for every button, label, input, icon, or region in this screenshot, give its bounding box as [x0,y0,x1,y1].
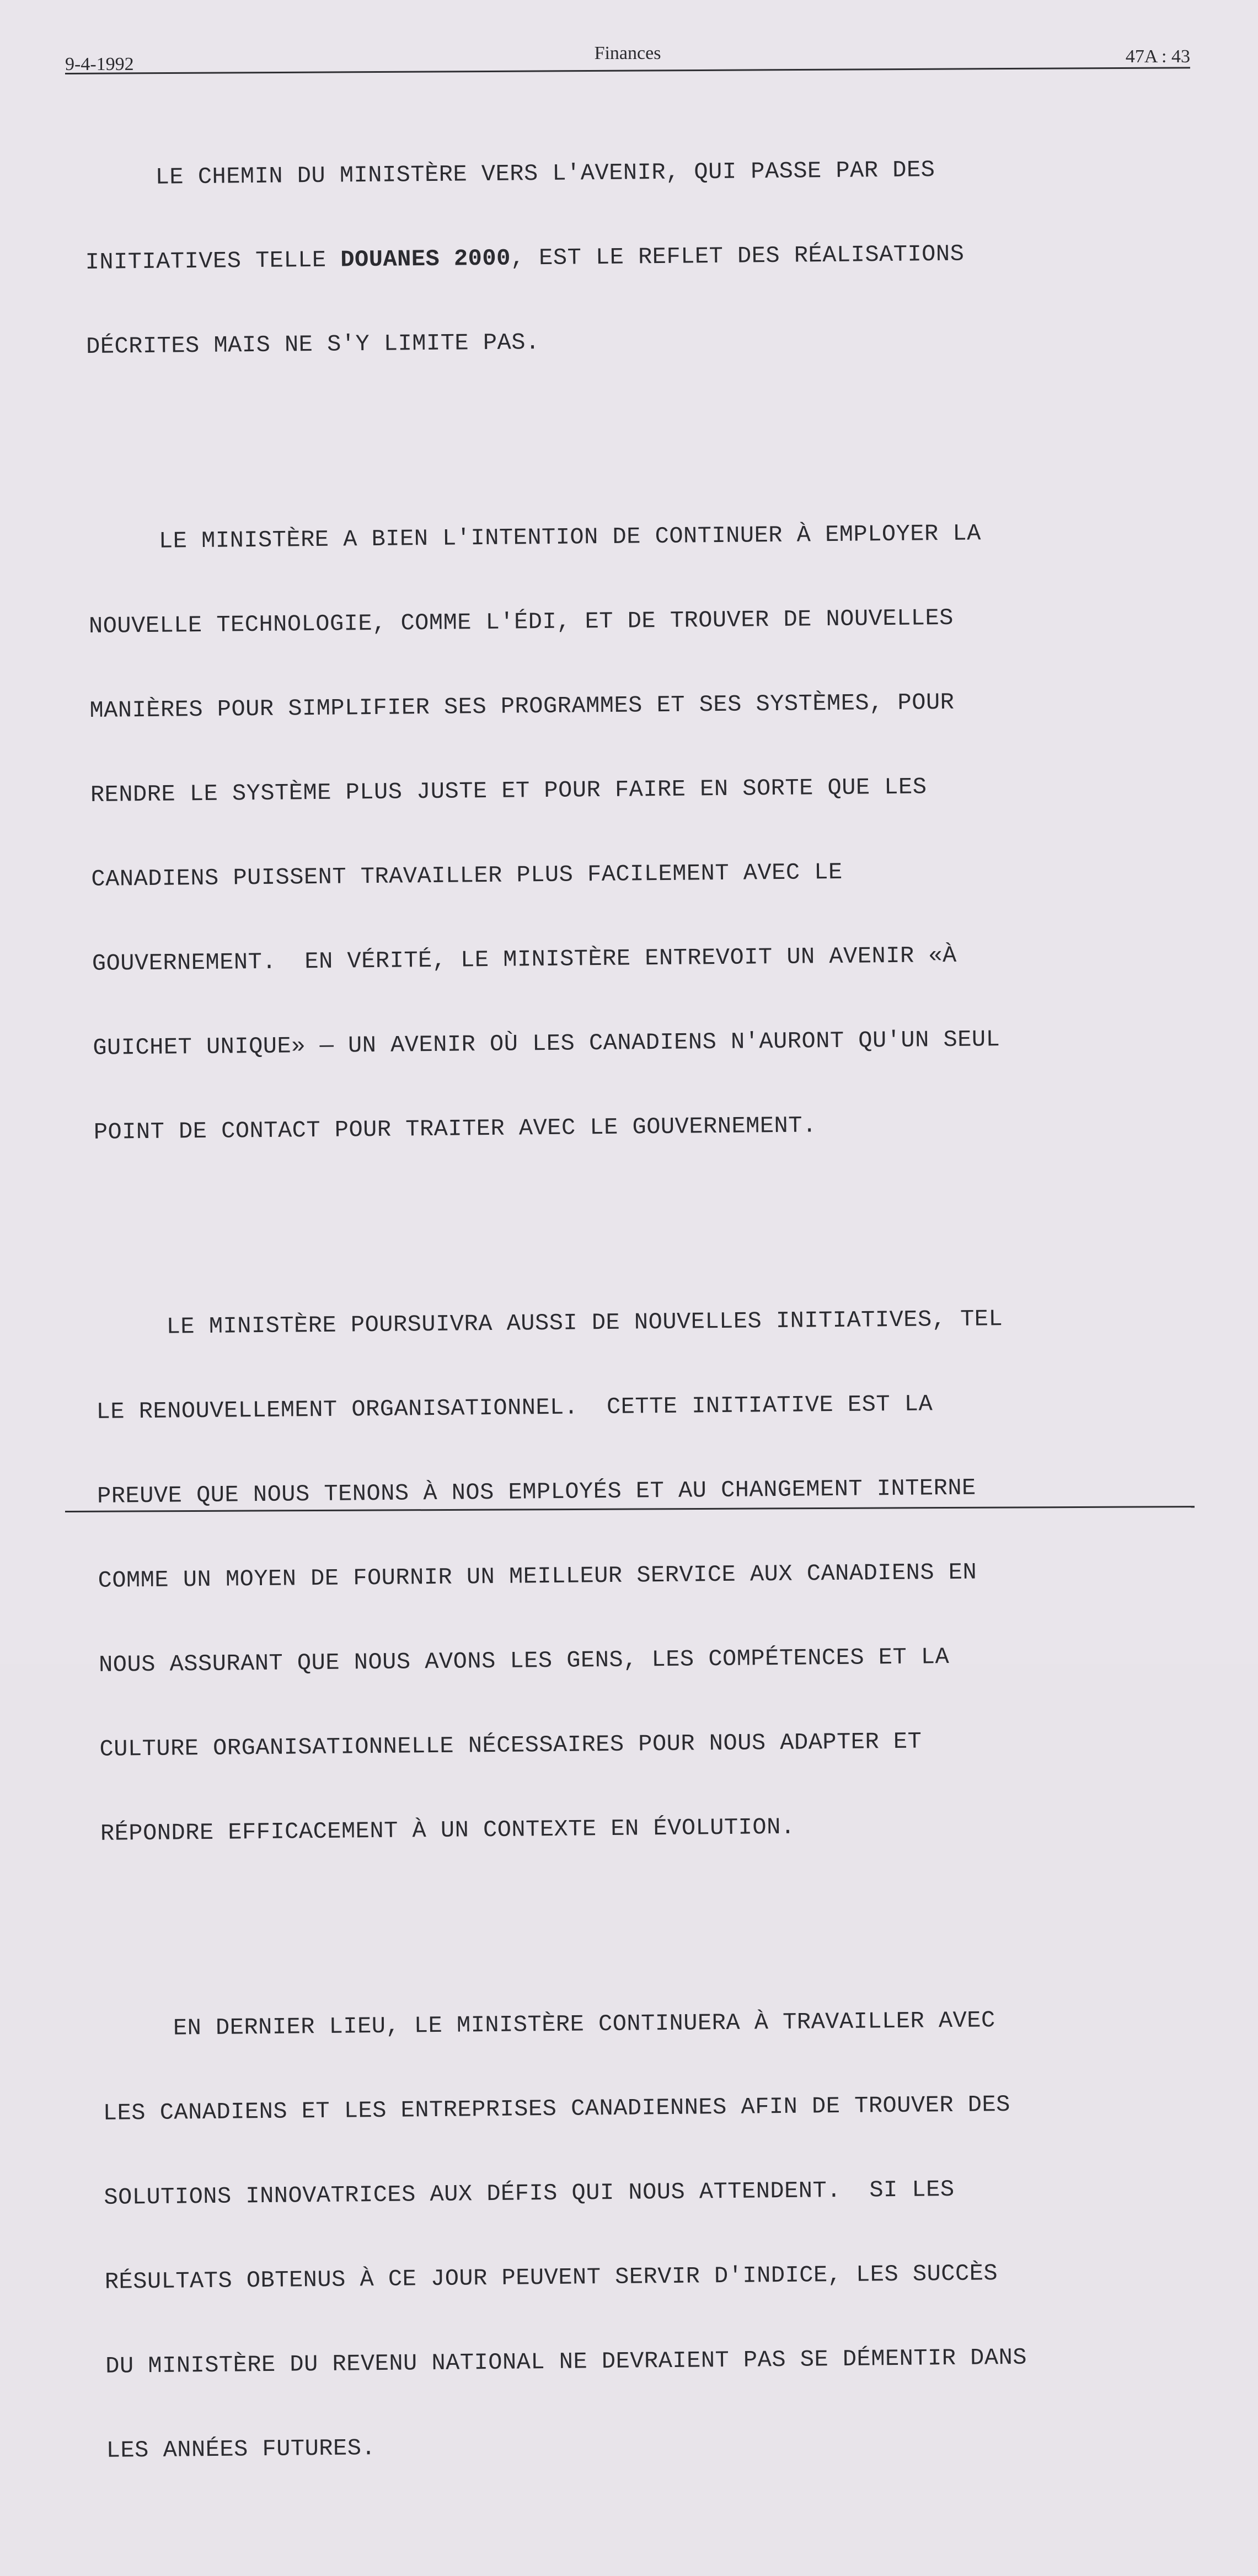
header-title: Finances [594,43,661,63]
paragraph-line: PREUVE QUE NOUS TENONS À NOS EMPLOYÉS ET AU CHANGEMENT INTERNE [97,1474,976,1510]
paragraph-1 [84,98,1190,417]
paragraph-line: MANIÈRES POUR SIMPLIFIER SES PROGRAMMES ET SES SYSTÈMES, POUR [89,689,955,724]
paragraph-line: GUICHET UNIQUE» — UN AVENIR OÙ LES CANADIENS N'AURONT QU'UN SEUL [93,1026,1000,1061]
paragraph-line-rest: , EST LE REFLET DES RÉALISATIONS [510,240,965,272]
paragraph-line: CANADIENS PUISSENT TRAVAILLER PLUS FACILEMENT AVEC LE [91,858,843,893]
paragraph-line: LES CANADIENS ET LES ENTREPRISES CANADIENNES AFIN DE TROUVER DES [103,2091,1011,2127]
document-body [84,98,1211,2576]
paragraph-3 [95,1247,1204,1904]
paragraph-line: GOUVERNEMENT. EN VÉRITÉ, LE MINISTÈRE ENTREVOIT UN AVENIR «À [92,942,957,977]
paragraph-line: CULTURE ORGANISATIONNELLE NÉCESSAIRES POUR NOUS ADAPTER ET [99,1728,922,1763]
paragraph-line: SOLUTIONS INNOVATRICES AUX DÉFIS QUI NOUS ATTENDENT. SI LES [104,2176,955,2211]
paragraph-line: COMME UN MOYEN DE FOURNIR UN MEILLEUR SERVICE AUX CANADIENS EN [98,1559,977,1594]
paragraph-line: LE CHEMIN DU MINISTÈRE VERS L'AVENIR, QUI PASSE PAR DES [84,157,935,191]
paragraph-line [85,238,1188,277]
paragraph-4 [101,1949,1210,2521]
paragraph-line-start: INITIATIVES TELLE [85,246,341,276]
paragraph-line: NOUVELLE TECHNOLOGIE, COMME L'ÉDI, ET DE TROUVER DE NOUVELLES [88,604,954,640]
paragraph-line: LE MINISTÈRE A BIEN L'INTENTION DE CONTINUER À EMPLOYER LA [88,520,982,555]
header-page-number: 47A : 43 [1125,46,1190,67]
paragraph-line: NOUS ASSURANT QUE NOUS AVONS LES GENS, LES COMPÉTENCES ET LA [98,1644,950,1678]
header-date: 9-4-1992 [65,54,134,74]
paragraph-line: RÉPONDRE EFFICACEMENT À UN CONTEXTE EN ÉVOLUTION. [100,1813,795,1847]
paragraph-line: LE MINISTÈRE POURSUIVRA AUSSI DE NOUVELLES INITIATIVES, TEL [95,1306,1003,1341]
paragraph-line: DU MINISTÈRE DU REVENU NATIONAL NE DEVRAIENT PAS SE DÉMENTIR DANS [105,2344,1027,2380]
paragraph-line: POINT DE CONTACT POUR TRAITER AVEC LE GOUVERNEMENT. [93,1112,817,1146]
bold-term: DOUANES 2000 [340,245,511,273]
paragraph-line: DÉCRITES MAIS NE S'Y LIMITE PAS. [85,329,540,360]
paragraph-line: RENDRE LE SYSTÈME PLUS JUSTE ET POUR FAIRE EN SORTE QUE LES [90,774,927,808]
paragraph-line: LES ANNÉES FUTURES. [106,2435,376,2464]
paragraph-2 [87,461,1197,1203]
paragraph-line: RÉSULTATS OBTENUS À CE JOUR PEUVENT SERVIR D'INDICE, LES SUCCÈS [104,2260,998,2295]
paragraph-line: LE RENOUVELLEMENT ORGANISATIONNEL. CETTE INITIATIVE EST LA [96,1391,933,1425]
paragraph-line: EN DERNIER LIEU, LE MINISTÈRE CONTINUERA À TRAVAILLER AVEC [102,2007,995,2042]
